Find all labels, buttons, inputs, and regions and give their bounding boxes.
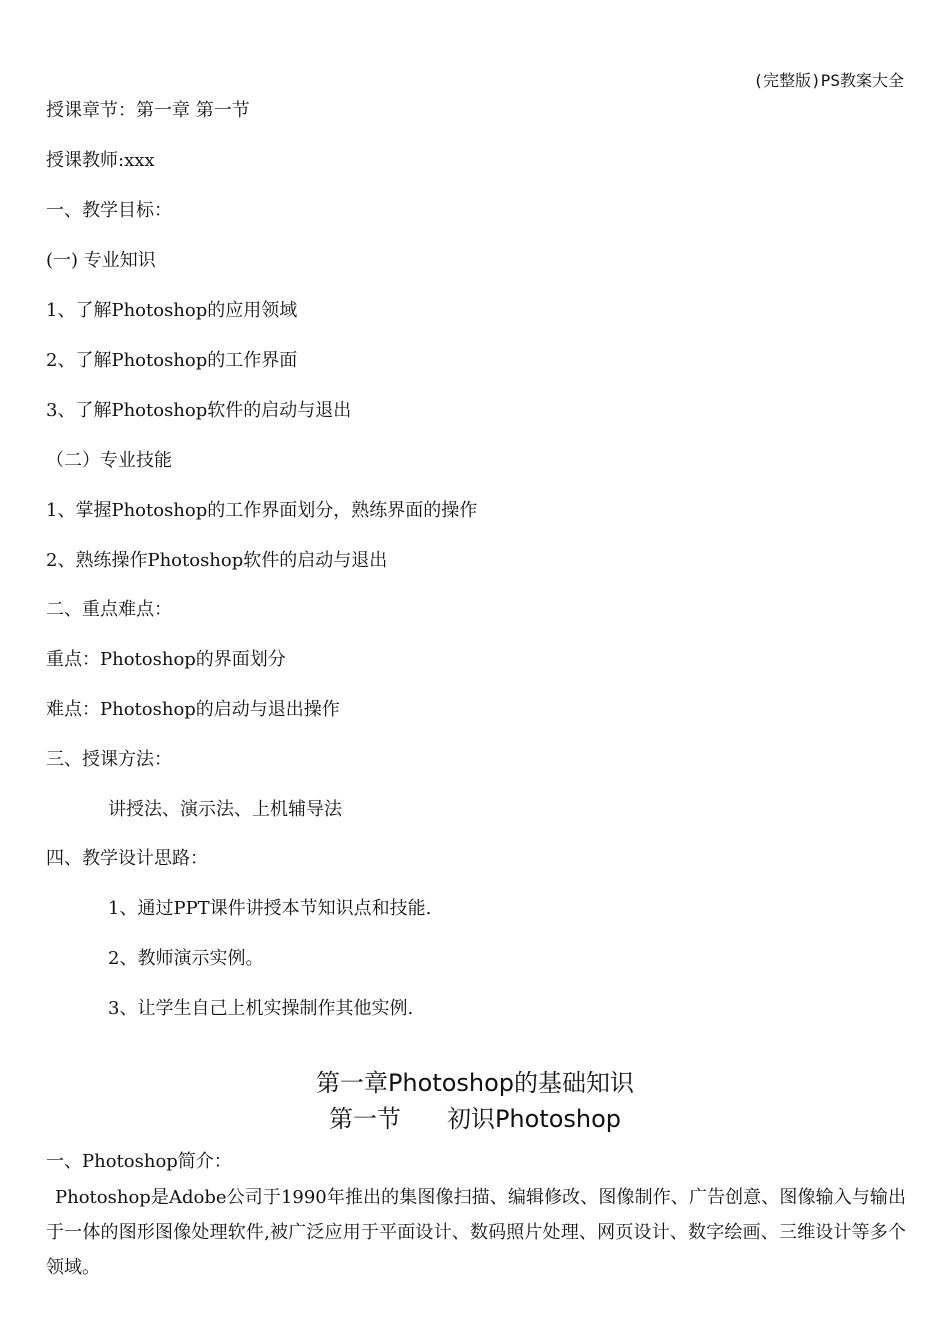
section-title xyxy=(0,1103,950,1135)
document-header-label: (完整版)PS教案大全 xyxy=(753,71,904,90)
design-heading: 四、教学设计思路： xyxy=(46,848,208,869)
section-number: 第一节 xyxy=(328,1105,401,1133)
intro-paragraph: Photoshop是Adobe公司于1990年推出的集图像扫描、编辑修改、图像制作、广告创意、图像输入与输出于一体的图形图像处理软件,被广泛应用于平面设计、数码照片处理、网页设计、数字绘画、三维设计等多个领域。 xyxy=(46,1187,906,1278)
methods-text: 讲授法、演示法、上机辅导法 xyxy=(108,799,342,820)
chapter-title: 第一章Photoshop的基础知识 xyxy=(315,1069,635,1097)
skills-item: 2、熟练操作Photoshop软件的启动与退出 xyxy=(46,550,388,571)
knowledge-item: 2、了解Photoshop的工作界面 xyxy=(46,350,298,371)
objectives-heading: 一、教学目标： xyxy=(46,200,172,221)
knowledge-item: 3、了解Photoshop软件的启动与退出 xyxy=(46,400,352,421)
focus-line: 重点：Photoshop的界面划分 xyxy=(46,649,286,670)
design-item: 2、教师演示实例。 xyxy=(108,948,264,969)
knowledge-heading: (一) 专业知识 xyxy=(46,250,156,271)
design-item: 1、通过PPT课件讲授本节知识点和技能. xyxy=(108,898,432,919)
difficulty-line: 难点：Photoshop的启动与退出操作 xyxy=(46,699,340,720)
knowledge-item: 1、了解Photoshop的应用领域 xyxy=(46,300,298,321)
chapter-line: 授课章节：第一章 第一节 xyxy=(46,100,250,121)
methods-heading: 三、授课方法： xyxy=(46,749,172,770)
section-name: 初识Photoshop xyxy=(446,1105,622,1133)
design-item: 3、让学生自己上机实操制作其他实例. xyxy=(108,998,414,1019)
skills-heading: （二）专业技能 xyxy=(46,450,172,471)
intro-heading: 一、Photoshop简介： xyxy=(46,1151,232,1172)
skills-item: 1、掌握Photoshop的工作界面划分，熟练界面的操作 xyxy=(46,500,478,521)
teacher-line: 授课教师:xxx xyxy=(46,150,155,171)
key-points-heading: 二、重点难点： xyxy=(46,599,172,620)
